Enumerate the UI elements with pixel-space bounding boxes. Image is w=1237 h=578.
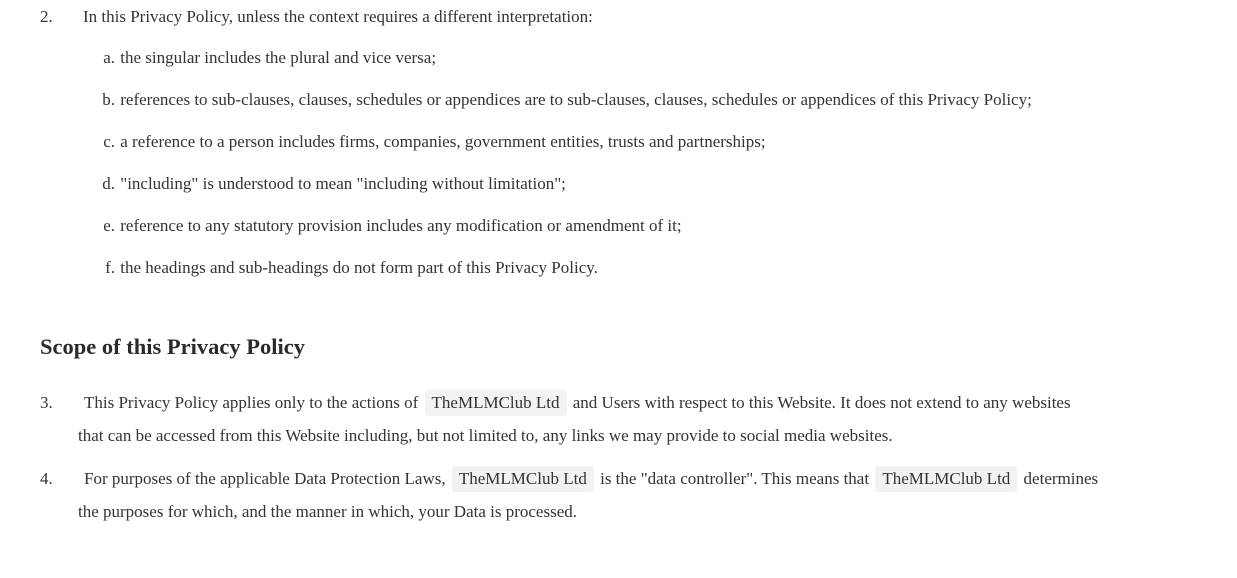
sub-clause-c — [97, 132, 766, 152]
sub-clause-text: the headings and sub-headings do not form part of this Privacy Policy. — [120, 258, 598, 277]
section-heading: Scope of this Privacy Policy — [40, 334, 305, 359]
clause-text: and Users with respect to this Website. It does not extend to any websites — [572, 393, 1071, 412]
clause-4-line-1 — [84, 466, 1098, 492]
clause-text: determines — [1023, 469, 1099, 488]
sub-clause-letter: f. — [105, 258, 115, 277]
sub-clause-letter: e. — [103, 216, 115, 235]
sub-clause-text: the singular includes the plural and vice versa; — [120, 48, 437, 67]
sub-clause-letter: b. — [102, 90, 115, 109]
clause-text: is the "data controller". This means that — [600, 469, 870, 488]
sub-clause-text: "including" is understood to mean "including without limitation"; — [120, 174, 566, 193]
sub-clause-text: a reference to a person includes firms, companies, government entities, trusts and partnerships; — [120, 132, 766, 151]
sub-clause-text: references to sub-clauses, clauses, schedules or appendices are to sub-clauses, clauses, schedules or appendices of this Privacy Policy; — [120, 90, 1032, 109]
clause-text: This Privacy Policy applies only to the actions of — [84, 393, 419, 412]
sub-clause-letter: c. — [103, 132, 115, 151]
sub-clause-letter: a. — [103, 48, 115, 67]
clause-intro: In this Privacy Policy, unless the context requires a different interpretation: — [83, 7, 593, 26]
sub-clause-a — [97, 48, 436, 68]
sub-clause-text: reference to any statutory provision includes any modification or amendment of it; — [120, 216, 682, 235]
clause-text: For purposes of the applicable Data Protection Laws, — [84, 469, 446, 488]
clause-number: 4. — [40, 469, 53, 488]
clause-3-line-2: that can be accessed from this Website including, but not limited to, any links we may provide to social media websites. — [78, 426, 893, 445]
clause-4-line-2: the purposes for which, and the manner in which, your Data is processed. — [78, 502, 578, 521]
company-name-chip: TheMLMClub Ltd — [452, 466, 594, 492]
sub-clause-letter: d. — [102, 174, 115, 193]
sub-clause-f — [97, 258, 598, 278]
company-name-chip: TheMLMClub Ltd — [425, 390, 567, 416]
clause-3-line-1 — [84, 390, 1071, 416]
company-name-chip: TheMLMClub Ltd — [875, 466, 1017, 492]
clause-number: 3. — [40, 393, 53, 412]
sub-clause-d — [97, 174, 566, 194]
sub-clause-e — [97, 216, 682, 236]
sub-clause-b — [97, 90, 1032, 110]
clause-number: 2. — [40, 7, 53, 26]
